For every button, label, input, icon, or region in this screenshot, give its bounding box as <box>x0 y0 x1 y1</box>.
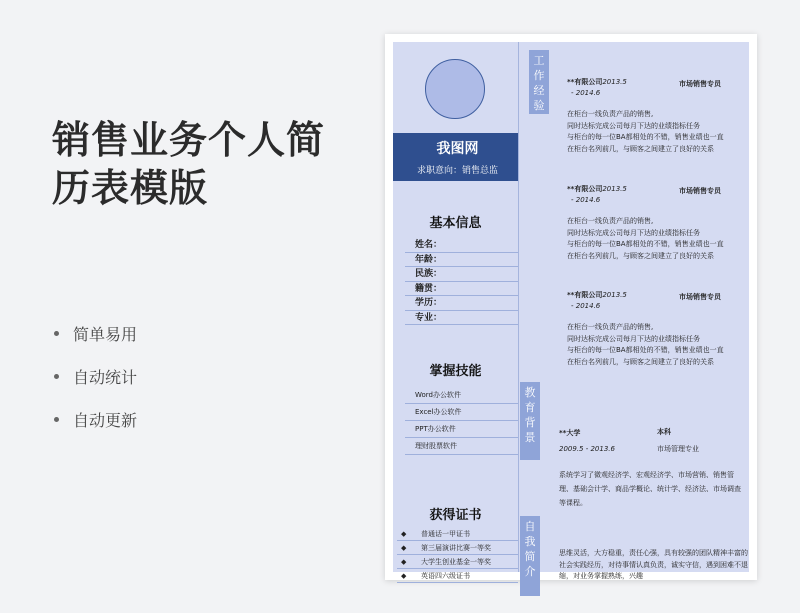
promo-title-line2: 历表模版 <box>52 166 209 210</box>
skills-title: 掌握技能 <box>429 364 482 379</box>
certs-list <box>397 527 518 583</box>
work-experience-tag: 工作经验 <box>529 50 549 114</box>
job-title: 市场销售专员 <box>679 293 721 301</box>
job-company: **有限公司 <box>567 185 603 193</box>
resume-preview <box>385 34 757 580</box>
resume-left-column <box>393 42 518 580</box>
feature-item: 自动更新 <box>54 398 137 441</box>
job-company: **有限公司 <box>567 291 603 299</box>
candidate-name: 我图网 <box>436 141 479 157</box>
self-intro-tag: 自我简介 <box>520 516 540 596</box>
skill-item: PPT办公软件 <box>405 421 518 438</box>
job-start: 2013.5 <box>602 78 627 86</box>
job-end: - 2014.6 <box>571 196 601 204</box>
bullet-icon: ◆ <box>401 544 407 552</box>
basic-field: 专业： <box>405 311 518 326</box>
cert-item: ◆ 普通话一甲证书 <box>397 527 518 541</box>
cert-item: ◆ 大学生创业基金一等奖 <box>397 555 518 569</box>
job-company: **有限公司 <box>567 78 603 86</box>
edu-major: 市场管理专业 <box>657 445 699 453</box>
bullet-icon: ◆ <box>401 572 407 580</box>
edu-degree: 本科 <box>657 428 671 436</box>
job-description: 在柜台一线负责产品的销售, 同时达标完成公司每月下达的业绩指标任务 与柜台的每一位BA都相处的不错，销售业绩也一直 在柜台名列前几，与顾客之间建立了良好的关系 <box>567 217 724 260</box>
resume-right-column <box>518 42 749 580</box>
bullet-icon: ◆ <box>401 558 407 566</box>
basic-field: 籍贯： <box>405 282 518 297</box>
bullet-icon <box>54 417 59 422</box>
basic-field: 年龄： <box>405 253 518 268</box>
bullet-icon: ◆ <box>401 530 407 538</box>
name-banner <box>393 133 522 181</box>
job-description: 在柜台一线负责产品的销售, 同时达标完成公司每月下达的业绩指标任务 与柜台的每一位BA都相处的不错，销售业绩也一直 在柜台名列前几，与顾客之间建立了良好的关系 <box>567 323 724 366</box>
avatar <box>425 59 485 119</box>
job-entry <box>567 77 750 167</box>
feature-item: 简单易用 <box>54 312 137 355</box>
job-title: 市场销售专员 <box>679 187 721 195</box>
job-entry <box>567 184 750 274</box>
bullet-icon <box>54 374 59 379</box>
education-tag: 教育背景 <box>520 382 540 460</box>
cert-item: ◆ 英语四六级证书 <box>397 569 518 583</box>
feature-item: 自动统计 <box>54 355 137 398</box>
self-intro-text: 思维灵活，大方稳重，责任心强，具有较强的团队精神丰富的社会实践经历，对待事情认真负责，诚实守信，遇到困难不退缩，对业务掌握熟练，兴趣 <box>559 549 748 580</box>
skills-list <box>405 387 518 455</box>
edu-school: **大学 <box>559 429 581 437</box>
skill-item: 理财股票软件 <box>405 438 518 455</box>
skill-item: Word办公软件 <box>405 387 518 404</box>
job-objective: 求职意向：销售总监 <box>416 166 498 176</box>
feature-list <box>54 312 137 441</box>
certs-title: 获得证书 <box>429 508 482 523</box>
job-title: 市场销售专员 <box>679 80 721 88</box>
bullet-icon <box>54 331 59 336</box>
job-description: 在柜台一线负责产品的销售, 同时达标完成公司每月下达的业绩指标任务 与柜台的每一位BA都相处的不错，销售业绩也一直 在柜台名列前几，与顾客之间建立了良好的关系 <box>567 110 724 153</box>
basic-field: 姓名： <box>405 238 518 253</box>
resume-page <box>393 42 749 580</box>
job-end: - 2014.6 <box>571 302 601 310</box>
promo-title-line1: 销售业务个人简 <box>52 118 326 162</box>
skill-item: Excel办公软件 <box>405 404 518 421</box>
promo-title <box>52 116 372 212</box>
basic-field: 民族： <box>405 267 518 282</box>
basic-info-list <box>405 238 518 325</box>
job-start: 2013.5 <box>602 185 627 193</box>
edu-courses: 系统学习了微观经济学、宏观经济学、市场营销、销售管理、基础会计学、商品学概论、统计学、经济法、市场调查等课程。 <box>559 471 741 507</box>
job-entry <box>567 290 750 380</box>
job-start: 2013.5 <box>602 291 627 299</box>
edu-period: 2009.5 - 2013.6 <box>559 445 615 453</box>
basic-field: 学历： <box>405 296 518 311</box>
job-end: - 2014.6 <box>571 89 601 97</box>
cert-item: ◆ 第三届演讲比赛一等奖 <box>397 541 518 555</box>
basic-info-title: 基本信息 <box>429 216 482 231</box>
